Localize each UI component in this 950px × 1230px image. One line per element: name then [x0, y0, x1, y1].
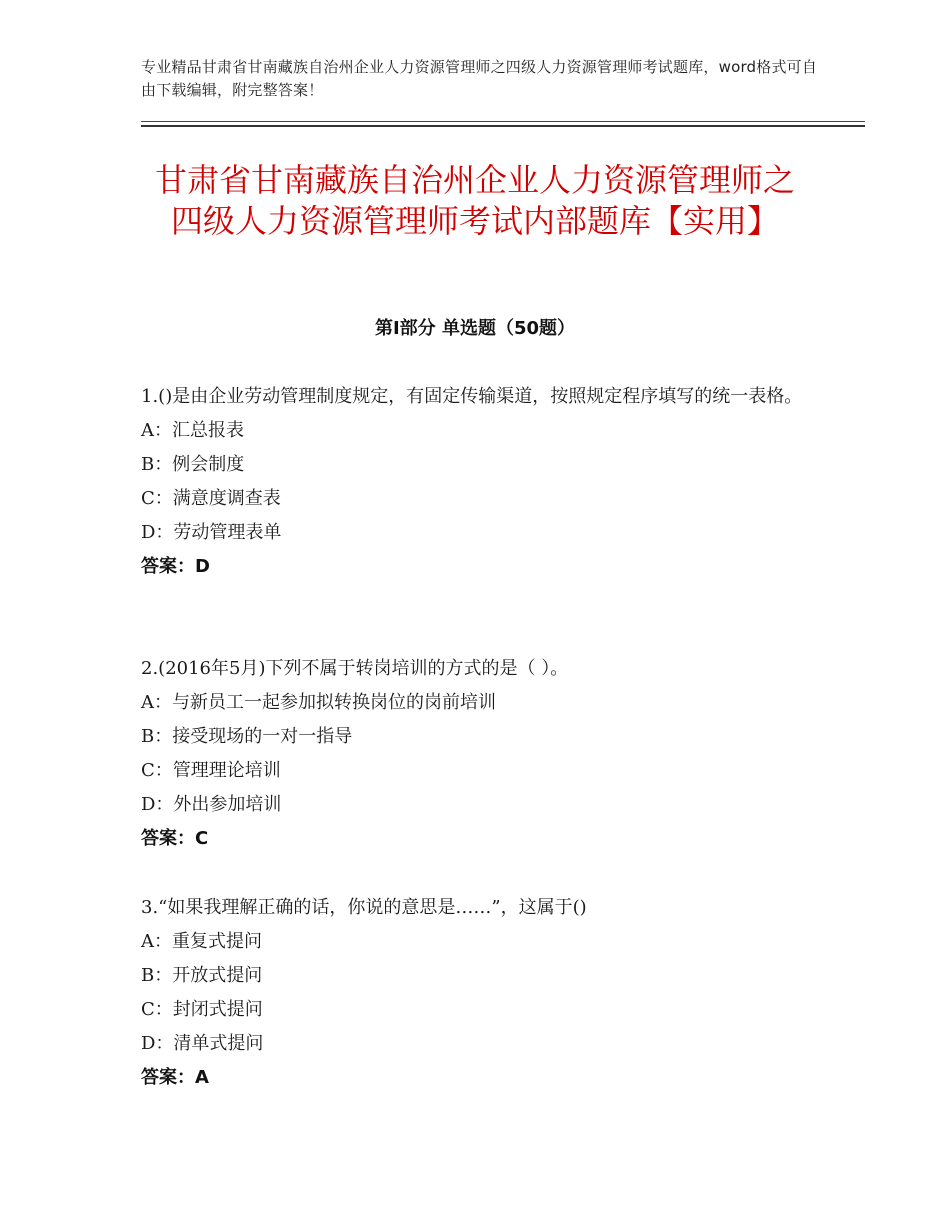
answer: 答案：D — [141, 556, 210, 577]
option-b: B：例会制度 — [141, 454, 245, 475]
header-divider-thin — [141, 121, 865, 122]
answer: 答案：A — [141, 1067, 209, 1088]
option-c: C：满意度调查表 — [141, 488, 281, 509]
option-d: D：清单式提问 — [141, 1033, 264, 1054]
question-stem: 3.“如果我理解正确的话，你说的意思是……”，这属于() — [141, 897, 587, 918]
header-divider-thick — [141, 125, 865, 127]
question-stem: 1.()是由企业劳动管理制度规定，有固定传输渠道，按照规定程序填写的统一表格。 — [141, 386, 803, 407]
header-note: 专业精品甘肃省甘南藏族自治州企业人力资源管理师之四级人力资源管理师考试题库，word格式可自由下载编辑，附完整答案！ — [141, 58, 818, 99]
option-a: A：汇总报表 — [141, 420, 244, 441]
option-a: A：与新员工一起参加拟转换岗位的岗前培训 — [141, 692, 496, 713]
question-stem: 2.(2016年5月)下列不属于转岗培训的方式的是（ ）。 — [141, 658, 569, 679]
document-title: 甘肃省甘南藏族自治州企业人力资源管理师之四级人力资源管理师考试内部题库【实用】 — [154, 161, 795, 240]
option-b: B：接受现场的一对一指导 — [141, 726, 353, 747]
question-2 — [141, 652, 821, 856]
option-b: B：开放式提问 — [141, 965, 263, 986]
option-c: C：管理理论培训 — [141, 760, 281, 781]
option-a: A：重复式提问 — [141, 931, 262, 952]
question-3 — [141, 891, 821, 1095]
option-c: C：封闭式提问 — [141, 999, 263, 1020]
option-d: D：劳动管理表单 — [141, 522, 282, 543]
question-1 — [141, 380, 821, 584]
answer: 答案：C — [141, 828, 209, 849]
section-heading: 第Ⅰ部分 单选题（50题） — [374, 318, 575, 339]
option-d: D：外出参加培训 — [141, 794, 282, 815]
